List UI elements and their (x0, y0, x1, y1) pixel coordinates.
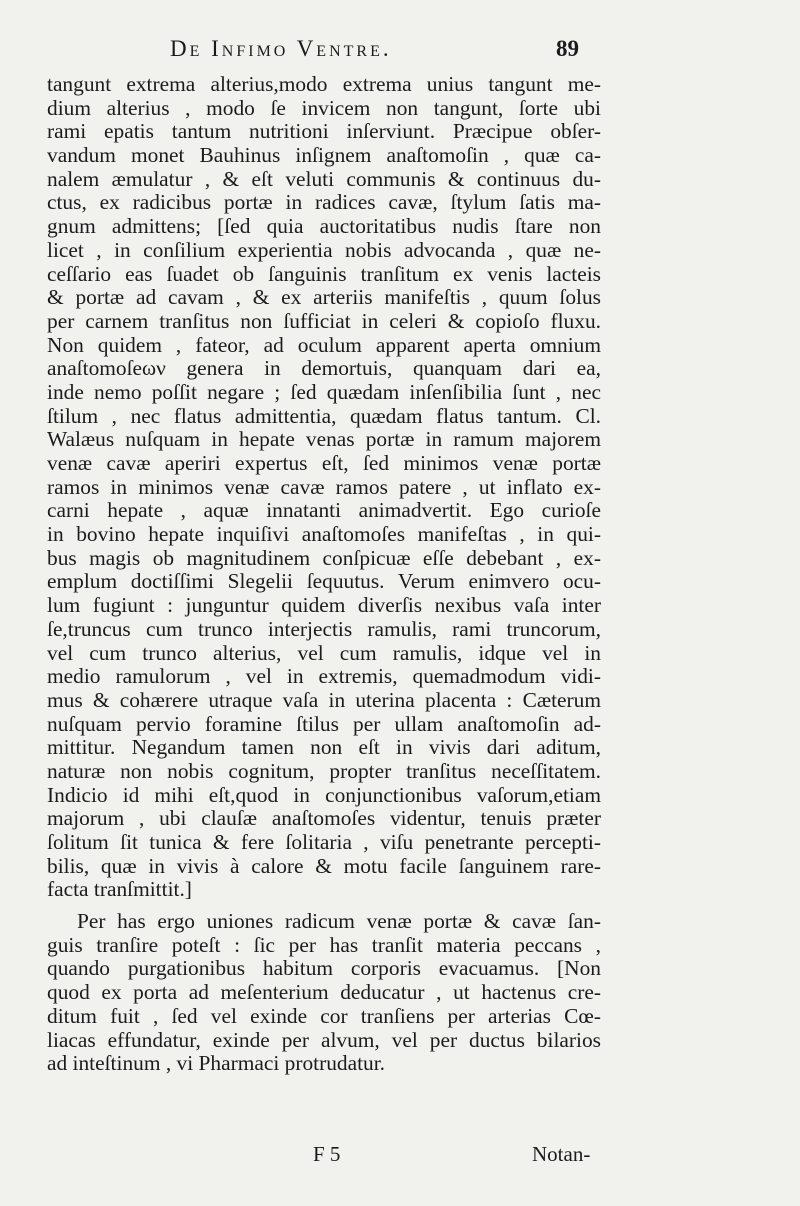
text-line: Per has ergo uniones radicum venæ portæ & cavæ ſan- (77, 910, 601, 934)
text-line: nuſquam pervio foramine ſtilus per ullam anaſtomoſin ad- (47, 712, 601, 736)
text-line: vandum monet Bauhinus inſignem anaſtomoſin , quæ ca- (47, 144, 601, 168)
text-line: Indicio id mihi eſt,quod in conjunctionibus vaſorum,etiam (47, 783, 601, 807)
paragraph-gap (47, 902, 601, 910)
text-line: ditum fuit , ſed vel exinde cor tranſiens per arterias Cœ- (47, 1004, 601, 1028)
text-line: quando purgationibus habitum corporis evacuamus. [Non (47, 957, 601, 981)
text-line: venæ cavæ aperiri expertus eſt, ſed minimos venæ portæ (47, 452, 601, 475)
text-line: ceſſario eas ſuadet ob ſanguinis tranſitum ex venis lacteis (47, 262, 601, 286)
page-footer (0, 1142, 800, 1172)
text-line: majorum , ubi clauſæ anaſtomoſes videntur, tenuis præter (47, 807, 601, 831)
text-line: facta tranſmittit.] (47, 878, 192, 902)
text-line: carni hepate , aquæ innatanti animadvertit. Ego curioſe (47, 499, 601, 523)
text-line: & portæ ad cavam , & ex arteriis manifeſtis , quum ſolus (47, 286, 601, 310)
text-line: bus magis ob magnitudinem conſpicuæ eſſe debebant , ex- (47, 546, 601, 570)
page-header (0, 36, 800, 70)
text-line: nalem æmulatur , & eſt veluti communis & continuus du- (47, 167, 601, 191)
text-line: liacas effundatur, exinde per alvum, vel per ductus bilarios (47, 1028, 601, 1052)
signature-mark: F 5 (313, 1142, 341, 1166)
text-line: tangunt extrema alterius,modo extrema unius tangunt me- (47, 73, 601, 96)
text-line: medio ramulorum , vel in extremis, quemadmodum vidi- (47, 665, 601, 689)
text-line: ctus, ex radicibus portæ in radices cavæ, ſtylum ſatis ma- (47, 191, 601, 215)
running-title: De Infimo Ventre. (170, 36, 392, 61)
body-text (47, 73, 601, 1076)
text-line: emplum doctiſſimi Slegelii ſequutus. Verum enimvero ocu- (47, 570, 601, 594)
paragraph-2 (47, 910, 601, 1076)
text-line: Walæus nuſquam in hepate venas portæ in ramum majorem (47, 428, 601, 452)
text-line: naturæ non nobis cognitum, propter tranſitus neceſſitatem. (47, 759, 601, 783)
text-line: licet , in conſilium experientia nobis advocanda , quæ ne- (47, 238, 601, 262)
text-line: Non quidem , fateor, ad oculum apparent aperta omnium (47, 333, 601, 357)
text-line: ſe,truncus cum trunco interjectis ramulis, rami truncorum, (47, 617, 601, 641)
text-line: per carnem tranſitus non ſufficiat in celeri & copioſo fluxu. (47, 309, 601, 333)
text-line: vel cum trunco alterius, vel cum ramulis, idque vel in (47, 641, 601, 665)
page-number: 89 (556, 36, 579, 61)
catchword: Notan- (532, 1142, 591, 1166)
text-line: rami epatis tantum nutritioni inſerviunt. Præcipue obſer- (47, 120, 601, 144)
text-line: anaſtomoſeων genera in demortuis, quanquam dari ea, (47, 357, 601, 381)
text-line: bilis, quæ in vivis à calore & motu facile ſanguinem rare- (47, 854, 601, 878)
text-line: dium alterius , modo ſe invicem non tangunt, ſorte ubi (47, 96, 601, 120)
text-line: ſolitum ſit tunica & fere ſolitaria , viſu penetrante percepti- (47, 831, 601, 854)
text-line: in bovino hepate inquiſivi anaſtomoſes manifeſtas , in qui- (47, 523, 601, 547)
text-line: inde nemo poſſit negare ; ſed quædam inſenſibilia ſunt , nec (47, 380, 601, 404)
text-line: lum fugiunt : junguntur quidem diverſis nexibus vaſa inter (47, 594, 601, 618)
paragraph-1 (47, 73, 601, 902)
text-line: guis tranſire poteſt : ſic per has tranſit materia peccans , (47, 933, 601, 957)
text-line: ſtilum , nec flatus admittentia, quædam flatus tantum. Cl. (47, 404, 601, 428)
text-line: gnum admittens; [ſed quia auctoritatibus nudis ſtare non (47, 215, 601, 239)
text-line: ad inteſtinum , vi Pharmaci protrudatur. (47, 1052, 386, 1076)
text-line: mus & cohærere utraque vaſa in uterina placenta : Cæterum (47, 688, 601, 712)
text-line: mittitur. Negandum tamen non eſt in vivis dari aditum, (47, 736, 601, 760)
text-line: ramos in minimos venæ cavæ ramos patere , ut inflato ex- (47, 475, 601, 499)
text-line: quod ex porta ad meſenterium deducatur , ut hactenus cre- (47, 981, 601, 1005)
